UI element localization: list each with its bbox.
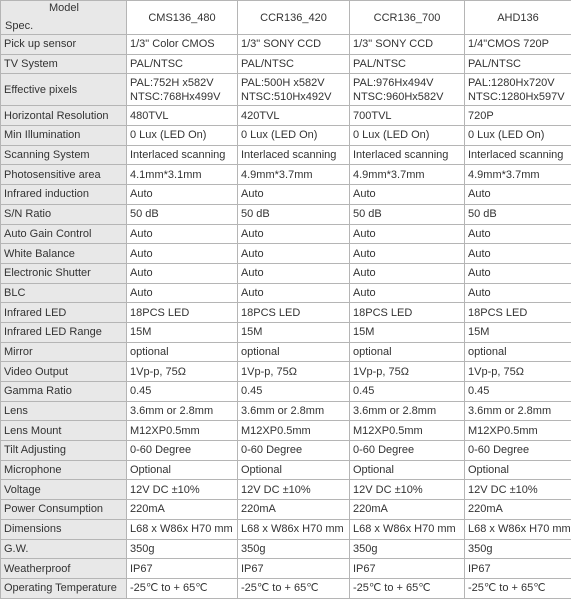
spec-value-cell: Auto [127,283,238,303]
spec-value-cell: IP67 [238,559,350,579]
spec-value-cell: 220mA [465,500,571,520]
spec-value-cell: 4.9mm*3.7mm [465,165,571,185]
spec-value-cell: Optional [238,460,350,480]
spec-value-cell [238,74,350,106]
spec-row [1,303,571,323]
spec-value-cell: PAL/NTSC [127,54,238,74]
spec-value-cell: Auto [127,224,238,244]
spec-row [1,263,571,283]
spec-value-cell: 1Vp-p, 75Ω [465,362,571,382]
spec-label-cell: Horizontal Resolution [1,106,127,126]
spec-row [1,362,571,382]
spec-label-cell: Min Illumination [1,126,127,146]
spec-value-cell: PAL/NTSC [238,54,350,74]
spec-row [1,106,571,126]
spec-row [1,460,571,480]
spec-value-cell: 50 dB [127,204,238,224]
spec-value-cell: 15M [350,322,465,342]
spec-value-line: PAL:752H x582V [130,76,214,89]
spec-value-cell: 350g [127,539,238,559]
spec-label-cell: Power Consumption [1,500,127,520]
spec-value-cell: Auto [127,185,238,205]
spec-value-cell: 12V DC ±10% [127,480,238,500]
spec-value-cell: Auto [350,263,465,283]
spec-value-cell: 350g [465,539,571,559]
spec-value-cell [127,74,238,106]
spec-value-cell: Auto [238,185,350,205]
spec-value-cell: 0-60 Degree [350,441,465,461]
spec-value-cell: Auto [238,224,350,244]
spec-value-cell: 350g [350,539,465,559]
spec-row [1,126,571,146]
spec-value-cell: 350g [238,539,350,559]
spec-label-cell: Infrared LED Range [1,322,127,342]
spec-row [1,145,571,165]
spec-value-cell: L68 x W86x H70 mm [350,519,465,539]
spec-value-cell: M12XP0.5mm [465,421,571,441]
spec-value-cell: Auto [465,224,571,244]
model-header-cell: CMS136_480 [127,1,238,35]
spec-label-cell: TV System [1,54,127,74]
spec-value-cell: 3.6mm or 2.8mm [127,401,238,421]
spec-row [1,244,571,264]
spec-value-cell: 12V DC ±10% [465,480,571,500]
spec-value-cell: -25℃ to + 65℃ [350,578,465,598]
spec-value-cell: 220mA [238,500,350,520]
spec-label-cell: Gamma Ratio [1,382,127,402]
spec-label-cell: BLC [1,283,127,303]
spec-value-cell: 0 Lux (LED On) [127,126,238,146]
spec-value-cell: 1/3" SONY CCD [238,35,350,55]
spec-value-cell: M12XP0.5mm [350,421,465,441]
spec-label-cell: Pick up sensor [1,35,127,55]
spec-row [1,342,571,362]
spec-value-line: NTSC:510Hx492V [241,90,332,103]
spec-value-cell: 18PCS LED [465,303,571,323]
spec-value-cell: Interlaced scanning [350,145,465,165]
spec-value-cell: 18PCS LED [127,303,238,323]
spec-value-cell: L68 x W86x H70 mm [127,519,238,539]
model-header-cell: CCR136_700 [350,1,465,35]
spec-value-cell: optional [350,342,465,362]
spec-value-cell: 0-60 Degree [238,441,350,461]
spec-value-line: PAL:1280Hx720V [468,76,555,89]
spec-value-cell: Auto [238,263,350,283]
spec-value-cell: Interlaced scanning [465,145,571,165]
spec-row [1,401,571,421]
spec-label-cell: Auto Gain Control [1,224,127,244]
spec-label-cell: Dimensions [1,519,127,539]
spec-value-line: PAL:500H x582V [241,76,325,89]
spec-value-cell: 18PCS LED [238,303,350,323]
spec-value-cell: 3.6mm or 2.8mm [238,401,350,421]
spec-value-cell: 420TVL [238,106,350,126]
spec-label-cell: Infrared induction [1,185,127,205]
spec-label-cell: G.W. [1,539,127,559]
spec-value-cell: 0.45 [350,382,465,402]
spec-value-cell: IP67 [350,559,465,579]
spec-value-cell: 15M [465,322,571,342]
spec-value-cell: 18PCS LED [350,303,465,323]
spec-value-cell: Auto [350,224,465,244]
spec-value-cell: 50 dB [238,204,350,224]
spec-row [1,204,571,224]
spec-label-cell: Lens Mount [1,421,127,441]
spec-label: Spec. [5,20,34,32]
model-header-cell: AHD136 [465,1,571,35]
spec-value-cell: 0-60 Degree [465,441,571,461]
spec-value-cell: 1/3" Color CMOS [127,35,238,55]
spec-value-cell: 50 dB [350,204,465,224]
spec-value-cell: 12V DC ±10% [238,480,350,500]
spec-value-cell [465,74,571,106]
spec-row [1,539,571,559]
spec-value-cell: 15M [238,322,350,342]
spec-value-cell: Optional [465,460,571,480]
spec-label-cell: Electronic Shutter [1,263,127,283]
spec-label-cell: Video Output [1,362,127,382]
spec-label-cell: Mirror [1,342,127,362]
spec-row [1,35,571,55]
spec-value-cell: Auto [127,263,238,283]
spec-value-cell: Auto [465,185,571,205]
spec-value-cell: 1Vp-p, 75Ω [350,362,465,382]
spec-value-cell: L68 x W86x H70 mm [238,519,350,539]
spec-value-cell: 700TVL [350,106,465,126]
spec-value-cell [350,74,465,106]
spec-value-cell: Auto [350,244,465,264]
model-header-cell: CCR136_420 [238,1,350,35]
spec-row [1,185,571,205]
spec-value-cell: 720P [465,106,571,126]
header-row [1,1,571,35]
spec-value-cell: M12XP0.5mm [238,421,350,441]
spec-value-cell: IP67 [127,559,238,579]
spec-row [1,559,571,579]
spec-value-cell: optional [238,342,350,362]
spec-value-cell: Auto [350,283,465,303]
spec-value-cell: Optional [350,460,465,480]
spec-label-cell: Microphone [1,460,127,480]
spec-value-cell: 12V DC ±10% [350,480,465,500]
spec-value-cell: 1Vp-p, 75Ω [127,362,238,382]
spec-label-cell: Scanning System [1,145,127,165]
spec-row [1,441,571,461]
spec-value-cell: -25℃ to + 65℃ [465,578,571,598]
spec-value-cell: Auto [127,244,238,264]
spec-value-cell: 1Vp-p, 75Ω [238,362,350,382]
spec-value-line: PAL:976Hx494V [353,76,434,89]
spec-label-cell: Weatherproof [1,559,127,579]
spec-value-cell: Auto [465,244,571,264]
spec-value-cell: 0 Lux (LED On) [238,126,350,146]
spec-value-cell: 15M [127,322,238,342]
spec-value-cell: 220mA [350,500,465,520]
spec-value-cell: optional [127,342,238,362]
spec-label-cell: White Balance [1,244,127,264]
spec-label-cell: Infrared LED [1,303,127,323]
spec-row [1,283,571,303]
spec-value-cell: 0-60 Degree [127,441,238,461]
spec-value-cell: Auto [465,263,571,283]
spec-value-cell: Auto [238,244,350,264]
spec-row [1,500,571,520]
spec-value-cell: 220mA [127,500,238,520]
spec-value-cell: Auto [465,283,571,303]
spec-row [1,421,571,441]
spec-table-body [1,1,571,599]
spec-value-cell: Interlaced scanning [238,145,350,165]
spec-label-cell: Operating Temperature [1,578,127,598]
spec-row [1,54,571,74]
spec-value-cell: 1/3" SONY CCD [350,35,465,55]
spec-row [1,322,571,342]
spec-label-cell: Effective pixels [1,74,127,106]
spec-value-line: NTSC:768Hx499V [130,90,221,103]
spec-value-cell: 50 dB [465,204,571,224]
spec-value-cell: L68 x W86x H70 mm [465,519,571,539]
spec-row [1,224,571,244]
spec-value-cell: 0 Lux (LED On) [465,126,571,146]
model-label: Model [49,2,79,14]
spec-value-cell: optional [465,342,571,362]
spec-value-cell: 0.45 [238,382,350,402]
spec-value-cell: 0 Lux (LED On) [350,126,465,146]
spec-value-line: NTSC:1280Hx597V [468,90,565,103]
spec-label-cell: Photosensitive area [1,165,127,185]
spec-value-cell: 1/4"CMOS 720P [465,35,571,55]
spec-value-cell: 0.45 [127,382,238,402]
spec-value-cell: Optional [127,460,238,480]
spec-label-cell: Lens [1,401,127,421]
spec-value-cell: M12XP0.5mm [127,421,238,441]
spec-value-cell: IP67 [465,559,571,579]
spec-value-cell: 0.45 [465,382,571,402]
spec-value-cell: Auto [238,283,350,303]
spec-row [1,519,571,539]
corner-header-cell [1,1,127,35]
spec-row [1,74,571,106]
spec-value-cell: 3.6mm or 2.8mm [465,401,571,421]
spec-label-cell: Voltage [1,480,127,500]
spec-value-cell: 480TVL [127,106,238,126]
spec-value-cell: Auto [350,185,465,205]
spec-value-cell: -25℃ to + 65℃ [127,578,238,598]
spec-value-cell: 4.9mm*3.7mm [238,165,350,185]
spec-value-cell: 3.6mm or 2.8mm [350,401,465,421]
spec-row [1,165,571,185]
spec-value-cell: 4.9mm*3.7mm [350,165,465,185]
spec-row [1,382,571,402]
spec-row [1,578,571,598]
spec-value-cell: 4.1mm*3.1mm [127,165,238,185]
spec-value-cell: PAL/NTSC [465,54,571,74]
spec-label-cell: S/N Ratio [1,204,127,224]
spec-value-line: NTSC:960Hx582V [353,90,444,103]
spec-value-cell: PAL/NTSC [350,54,465,74]
spec-value-cell: Interlaced scanning [127,145,238,165]
spec-row [1,480,571,500]
spec-label-cell: Tilt Adjusting [1,441,127,461]
spec-value-cell: -25℃ to + 65℃ [238,578,350,598]
